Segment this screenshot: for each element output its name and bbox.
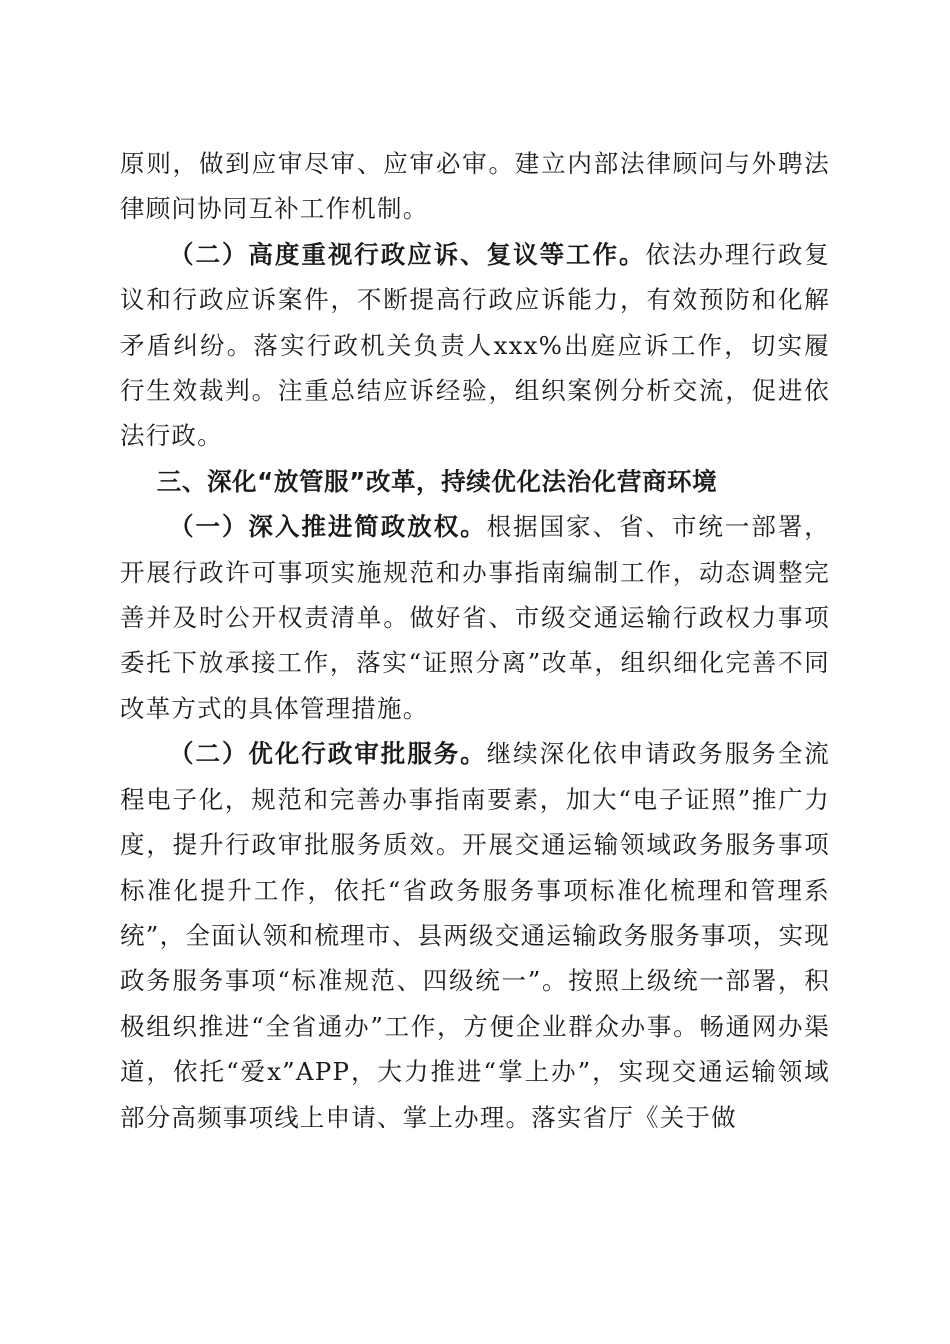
paragraph-approval-services bbox=[120, 731, 830, 1140]
subsection-lead: （一）深入推进简政放权。 bbox=[169, 512, 487, 542]
paragraph-streamline-administration bbox=[120, 504, 830, 731]
subsection-lead: （二）优化行政审批服务。 bbox=[169, 739, 487, 769]
paragraph-text: 依法办理行政复议和行政应诉案件，不断提高行政应诉能力，有效预防和化解矛盾纠纷。落实行政机关负责人xxx%出庭应诉工作，切实履行生效裁判。注重总结应诉经验，组织案例分析交流，促进依法行政。 bbox=[120, 239, 830, 451]
paragraph-text: 根据国家、省、市统一部署，开展行政许可事项实施规范和办事指南编制工作，动态调整完善并及时公开权责清单。做好省、市级交通运输行政权力事项委托下放承接工作，落实“证照分离”改革，组织细化完善不同改革方式的具体管理措施。 bbox=[120, 512, 830, 723]
document-body bbox=[120, 141, 830, 1140]
paragraph-text: 继续深化依申请政务服务全流程电子化，规范和完善办事指南要素，加大“电子证照”推广力度，提升行政审批服务质效。开展交通运输领域政务服务事项标准化提升工作，依托“省政务服务事项标准化梳理和管理系统”，全面认领和梳理市、县两级交通运输政务服务事项，实现政务服务事项“标准规范、四级统一”。按照上级统一部署，积极组织推进“全省通办”工作，方便企业群众办事。畅通网办渠道，依托“爱x”APP，大力推进“掌上办”，实现交通运输领域部分高频事项线上申请、掌上办理。落实省厅《关于做 bbox=[120, 739, 830, 1132]
paragraph-text: 原则，做到应审尽审、应审必审。建立内部法律顾问与外聘法律顾问协同互补工作机制。 bbox=[120, 149, 830, 224]
paragraph-continuation bbox=[120, 141, 830, 232]
paragraph-administrative-litigation bbox=[120, 232, 830, 459]
subsection-lead: （二）高度重视行政应诉、复议等工作。 bbox=[169, 239, 646, 269]
section-heading: 三、深化“放管服”改革，持续优化法治化营商环境 bbox=[156, 466, 718, 496]
